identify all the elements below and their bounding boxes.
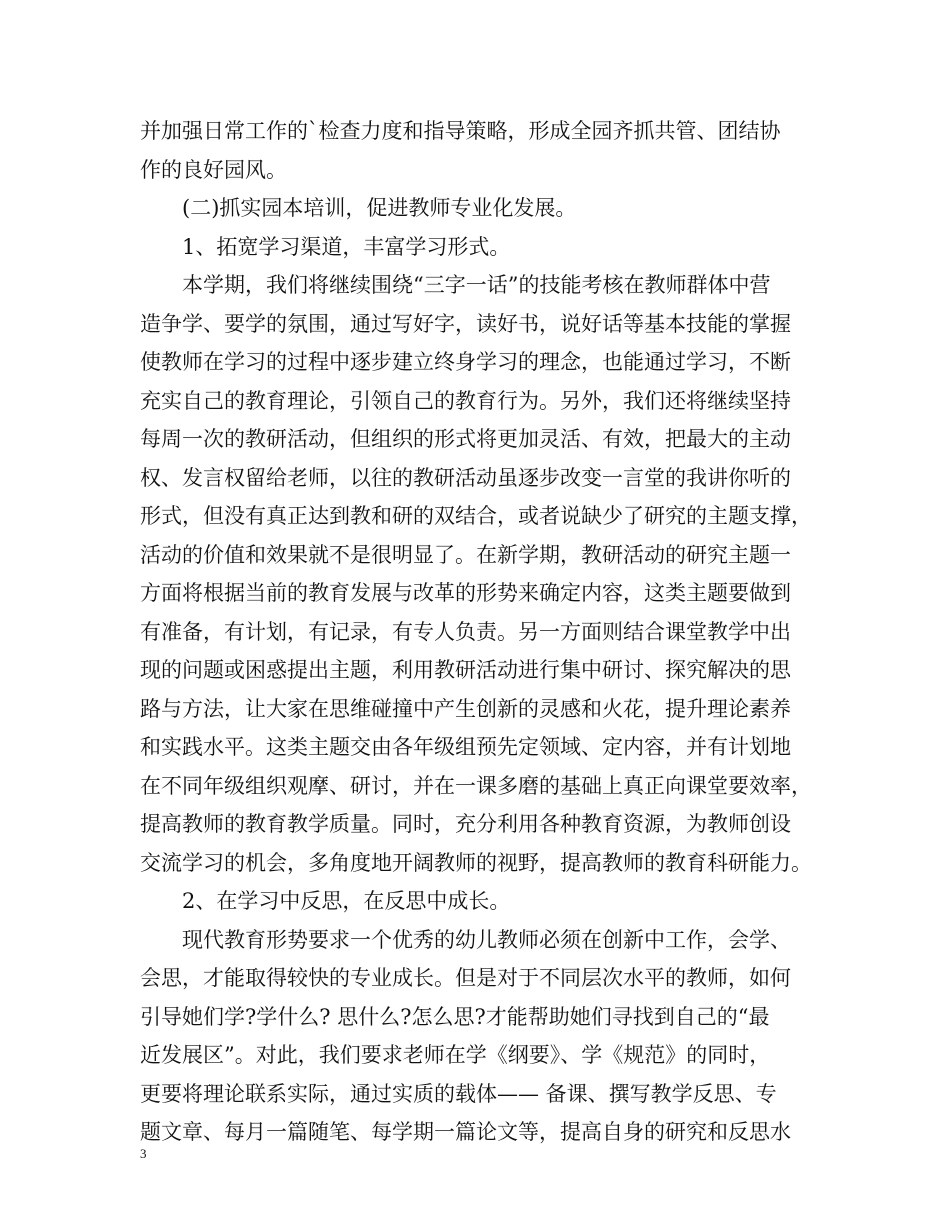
text-line: 方面将根据当前的教育发展与改革的形势来确定内容，这类主题要做到 xyxy=(140,581,791,605)
text-line: 引导她们学?学什么? 思什么?怎么思?才能帮助她们寻找到自己的“最 xyxy=(140,1004,770,1029)
text-line: 在不同年级组织观摩、研讨，并在一课多磨的基础上真正向课堂要效率， xyxy=(140,773,812,798)
paragraph-start-line: 现代教育形势要求一个优秀的幼儿教师必须在创新中工作，会学、 xyxy=(182,927,791,952)
text-line: 和实践水平。这类主题交由各年级组预先定领域、定内容，并有计划地 xyxy=(140,735,791,759)
document-body xyxy=(140,112,830,1152)
text-line: 会思，才能取得较快的专业成长。但是对于不同层次水平的教师，如何 xyxy=(140,966,791,990)
text-line: 现的问题或困惑提出主题，利用教研活动进行集中研讨、探究解决的思 xyxy=(140,658,791,682)
text-line: 有准备，有计划，有记录，有专人负责。另一方面则结合课堂教学中出 xyxy=(140,619,791,644)
text-line: 更要将理论联系实际，通过实质的载体—— 备课、撰写教学反思、专 xyxy=(140,1081,777,1106)
text-line: 交流学习的机会，多角度地开阔教师的视野，提高教师的教育科研能力。 xyxy=(140,850,812,875)
subsection-heading: 1、拓宽学习渠道，丰富学习形式。 xyxy=(182,234,511,259)
text-line: 使教师在学习的过程中逐步建立终身学习的理念，也能通过学习，不断 xyxy=(140,350,791,374)
text-line: 作的良好园风。 xyxy=(140,157,287,182)
text-line: 形式，但没有真正达到教和研的双结合，或者说缺少了研究的主题支撑， xyxy=(140,504,812,528)
text-line: 权、发言权留给老师，以往的教研活动虽逐步改变一言堂的我讲你听的 xyxy=(140,465,791,490)
text-line: 每周一次的教研活动，但组织的形式将更加灵活、有效，把最大的主动 xyxy=(140,427,791,451)
text-line: 近发展区”。对此，我们要求老师在学《纲要》、学《规范》的同时， xyxy=(140,1043,771,1067)
section-heading: (二)抓实园本培训，促进教师专业化发展。 xyxy=(182,196,577,220)
text-line: 充实自己的教育理论，引领自己的教育行为。另外，我们还将继续坚持 xyxy=(140,388,791,413)
text-line: 题文章、每月一篇随笔、每学期一篇论文等，提高自身的研究和反思水 xyxy=(140,1120,791,1144)
text-line: 活动的价值和效果就不是很明显了。在新学期，教研活动的研究主题一 xyxy=(140,542,791,567)
text-line: 提高教师的教育教学质量。同时，充分利用各种教育资源，为教师创设 xyxy=(140,812,791,836)
page-number: 3 xyxy=(140,1146,147,1161)
paragraph-start-line: 本学期，我们将继续围绕“三字一话”的技能考核在教师群体中营 xyxy=(182,273,771,297)
text-line: 路与方法，让大家在思维碰撞中产生创新的灵感和火花，提升理论素养 xyxy=(140,696,791,721)
text-line: 并加强日常工作的`检查力度和指导策略，形成全园齐抓共管、团结协 xyxy=(140,119,781,143)
text-line: 造争学、要学的氛围，通过写好字，读好书，说好话等基本技能的掌握 xyxy=(140,311,791,336)
subsection-heading: 2、在学习中反思，在反思中成长。 xyxy=(182,889,511,913)
